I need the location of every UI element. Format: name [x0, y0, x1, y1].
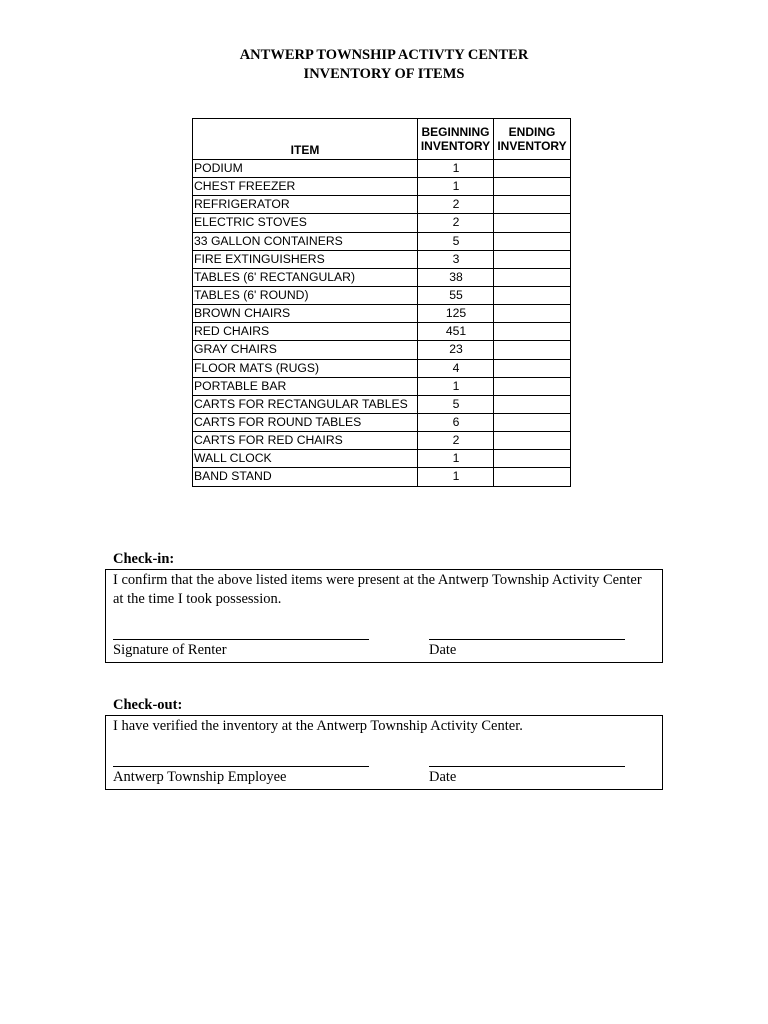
renter-signature-label: Signature of Renter [113, 642, 227, 658]
table-row [193, 377, 571, 395]
column-header-item: ITEM [193, 119, 418, 160]
item-name-cell: RED CHAIRS [193, 323, 418, 341]
employee-signature-label: Antwerp Township Employee [113, 769, 287, 785]
table-row [193, 214, 571, 232]
item-name-cell: 33 GALLON CONTAINERS [193, 232, 418, 250]
table-row [193, 432, 571, 450]
ending-inventory-cell[interactable] [494, 196, 571, 214]
checkin-date-line[interactable] [429, 639, 625, 640]
checkout-date-label: Date [429, 769, 457, 785]
beginning-header-line1: BEGINNING [421, 124, 490, 139]
table-row [193, 232, 571, 250]
beginning-inventory-cell: 5 [418, 395, 494, 413]
document-title: ANTWERP TOWNSHIP ACTIVTY CENTER [239, 47, 529, 63]
ending-inventory-cell[interactable] [494, 432, 571, 450]
table-row [193, 450, 571, 468]
checkin-label: Check-in: [113, 551, 175, 567]
item-name-cell: CARTS FOR RED CHAIRS [193, 432, 418, 450]
table-row [193, 305, 571, 323]
beginning-inventory-cell: 3 [418, 250, 494, 268]
ending-inventory-cell[interactable] [494, 377, 571, 395]
inventory-table [192, 118, 571, 487]
item-name-cell: ELECTRIC STOVES [193, 214, 418, 232]
inventory-table-body [193, 160, 571, 487]
item-name-cell: PORTABLE BAR [193, 377, 418, 395]
ending-inventory-cell[interactable] [494, 160, 571, 178]
item-name-cell: REFRIGERATOR [193, 196, 418, 214]
ending-inventory-cell[interactable] [494, 178, 571, 196]
employee-signature-line[interactable] [113, 766, 369, 767]
beginning-inventory-cell: 23 [418, 341, 494, 359]
beginning-inventory-cell: 4 [418, 359, 494, 377]
column-header-ending-inventory [494, 119, 571, 160]
ending-inventory-cell[interactable] [494, 341, 571, 359]
item-name-cell: GRAY CHAIRS [193, 341, 418, 359]
item-name-cell: BROWN CHAIRS [193, 305, 418, 323]
item-name-cell: TABLES (6' RECTANGULAR) [193, 268, 418, 286]
ending-inventory-cell[interactable] [494, 359, 571, 377]
beginning-inventory-cell: 1 [418, 468, 494, 486]
table-row [193, 268, 571, 286]
ending-inventory-cell[interactable] [494, 268, 571, 286]
beginning-inventory-cell: 38 [418, 268, 494, 286]
table-row [193, 395, 571, 413]
ending-inventory-cell[interactable] [494, 468, 571, 486]
table-header-row [193, 119, 571, 160]
document-subtitle: INVENTORY OF ITEMS [303, 66, 465, 82]
column-header-beginning-inventory [418, 119, 494, 160]
beginning-inventory-cell: 1 [418, 377, 494, 395]
beginning-inventory-cell: 55 [418, 286, 494, 304]
table-row [193, 323, 571, 341]
ending-header-line2: INVENTORY [497, 139, 567, 153]
item-name-cell: FLOOR MATS (RUGS) [193, 359, 418, 377]
checkout-statement: I have verified the inventory at the Antwerp Township Activity Center. [113, 718, 523, 734]
ending-inventory-cell[interactable] [494, 323, 571, 341]
checkin-date-label: Date [429, 642, 457, 658]
beginning-inventory-cell: 2 [418, 196, 494, 214]
ending-inventory-cell[interactable] [494, 286, 571, 304]
checkin-box [105, 569, 663, 663]
item-name-cell: FIRE EXTINGUISHERS [193, 250, 418, 268]
beginning-inventory-cell: 1 [418, 178, 494, 196]
ending-inventory-cell[interactable] [494, 305, 571, 323]
ending-inventory-cell[interactable] [494, 395, 571, 413]
table-row [193, 468, 571, 486]
item-name-cell: CHEST FREEZER [193, 178, 418, 196]
table-row [193, 250, 571, 268]
ending-header-line1: ENDING [508, 124, 556, 139]
beginning-inventory-cell: 2 [418, 214, 494, 232]
beginning-inventory-cell: 1 [418, 450, 494, 468]
ending-inventory-cell[interactable] [494, 232, 571, 250]
table-row [193, 341, 571, 359]
ending-inventory-cell[interactable] [494, 450, 571, 468]
table-row [193, 286, 571, 304]
item-name-cell: CARTS FOR ROUND TABLES [193, 413, 418, 431]
item-name-cell: TABLES (6' ROUND) [193, 286, 418, 304]
item-name-cell: BAND STAND [193, 468, 418, 486]
table-row [193, 359, 571, 377]
item-name-cell: PODIUM [193, 160, 418, 178]
checkin-statement: I confirm that the above listed items were present at the Antwerp Township Activity Center at the time I took possession. [113, 572, 642, 607]
table-row [193, 413, 571, 431]
table-row [193, 178, 571, 196]
beginning-inventory-cell: 1 [418, 160, 494, 178]
table-row [193, 160, 571, 178]
item-name-cell: CARTS FOR RECTANGULAR TABLES [193, 395, 418, 413]
beginning-header-line2: INVENTORY [420, 139, 491, 153]
beginning-inventory-cell: 125 [418, 305, 494, 323]
ending-inventory-cell[interactable] [494, 214, 571, 232]
checkout-label: Check-out: [113, 697, 183, 713]
beginning-inventory-cell: 6 [418, 413, 494, 431]
checkout-date-line[interactable] [429, 766, 625, 767]
beginning-inventory-cell: 5 [418, 232, 494, 250]
renter-signature-line[interactable] [113, 639, 369, 640]
checkout-box [105, 715, 663, 790]
beginning-inventory-cell: 451 [418, 323, 494, 341]
table-row [193, 196, 571, 214]
beginning-inventory-cell: 2 [418, 432, 494, 450]
ending-inventory-cell[interactable] [494, 413, 571, 431]
item-name-cell: WALL CLOCK [193, 450, 418, 468]
ending-inventory-cell[interactable] [494, 250, 571, 268]
